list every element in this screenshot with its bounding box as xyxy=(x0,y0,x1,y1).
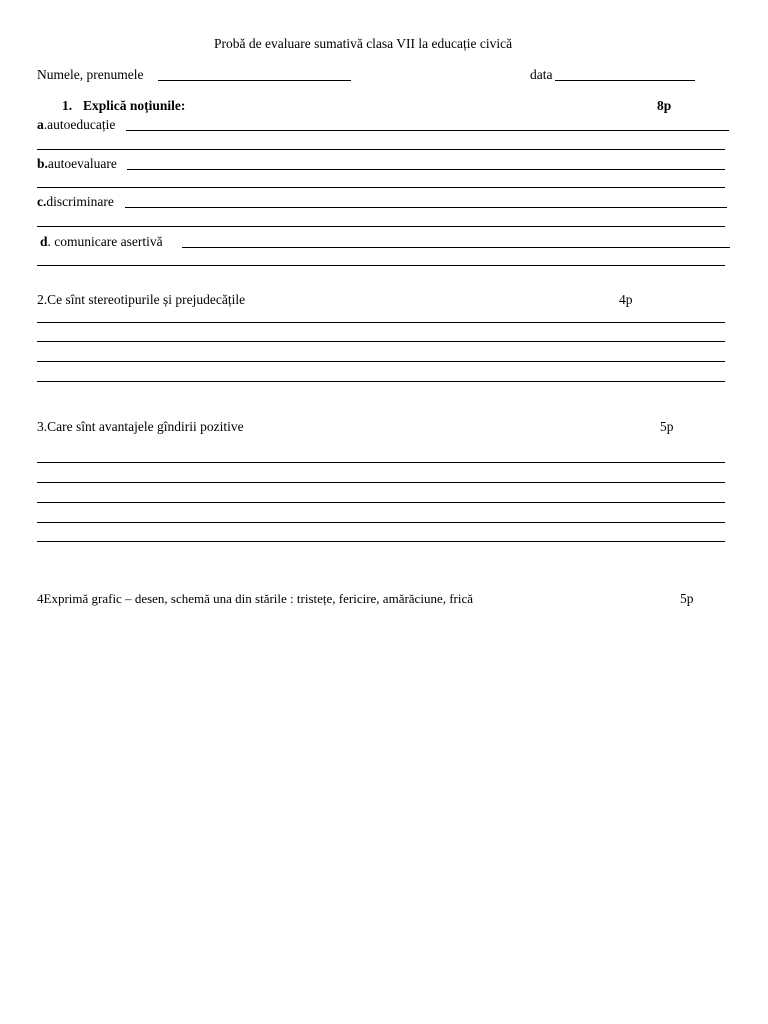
answer-line[interactable] xyxy=(37,187,725,188)
document-title: Probă de evaluare sumativă clasa VII la educație civică xyxy=(214,36,513,51)
q1-item-b-letter: b. xyxy=(37,156,48,171)
question-1-title: Explică noțiunile: xyxy=(83,98,186,113)
answer-line[interactable] xyxy=(125,207,727,208)
q1-item-a-text: .autoeducație xyxy=(43,117,116,132)
answer-line[interactable] xyxy=(127,169,725,170)
q1-item-d xyxy=(40,235,163,249)
answer-line[interactable] xyxy=(182,247,730,248)
answer-line[interactable] xyxy=(37,502,725,503)
question-3-points: 5p xyxy=(660,419,674,434)
name-field[interactable] xyxy=(158,80,351,81)
question-1-number: 1. xyxy=(62,98,73,113)
answer-line[interactable] xyxy=(37,149,725,150)
q1-item-b-text: autoevaluare xyxy=(47,156,117,171)
answer-line[interactable] xyxy=(37,226,725,227)
q1-item-c-text: discriminare xyxy=(46,194,114,209)
answer-line[interactable] xyxy=(37,322,725,323)
question-2-points: 4p xyxy=(619,292,633,307)
answer-line[interactable] xyxy=(37,522,725,523)
answer-line[interactable] xyxy=(37,541,725,542)
date-label: data xyxy=(530,67,553,82)
question-4-text: 4Exprimă grafic – desen, schemă una din stările : tristețe, fericire, amărăciune, frică xyxy=(37,591,474,606)
question-2-text: 2.Ce sînt stereotipurile și prejudecățile xyxy=(37,292,246,307)
answer-line[interactable] xyxy=(37,462,725,463)
question-3-text: 3.Care sînt avantajele gîndirii pozitive xyxy=(37,419,244,434)
answer-line[interactable] xyxy=(37,361,725,362)
question-1-points: 8p xyxy=(657,98,672,113)
q1-item-b xyxy=(37,157,117,171)
date-field[interactable] xyxy=(555,80,695,81)
q1-item-c xyxy=(37,195,114,209)
name-label: Numele, prenumele xyxy=(37,67,144,82)
answer-line[interactable] xyxy=(37,265,725,266)
q1-item-c-letter: c. xyxy=(37,194,47,209)
q1-item-d-letter: d xyxy=(40,234,48,249)
q1-item-a-letter: a xyxy=(37,117,44,132)
q1-item-d-text: . comunicare asertivă xyxy=(47,234,163,249)
answer-line[interactable] xyxy=(37,341,725,342)
answer-line[interactable] xyxy=(37,381,725,382)
q1-item-a xyxy=(37,118,115,132)
answer-line[interactable] xyxy=(126,130,729,131)
question-4-points: 5p xyxy=(680,591,694,606)
answer-line[interactable] xyxy=(37,482,725,483)
